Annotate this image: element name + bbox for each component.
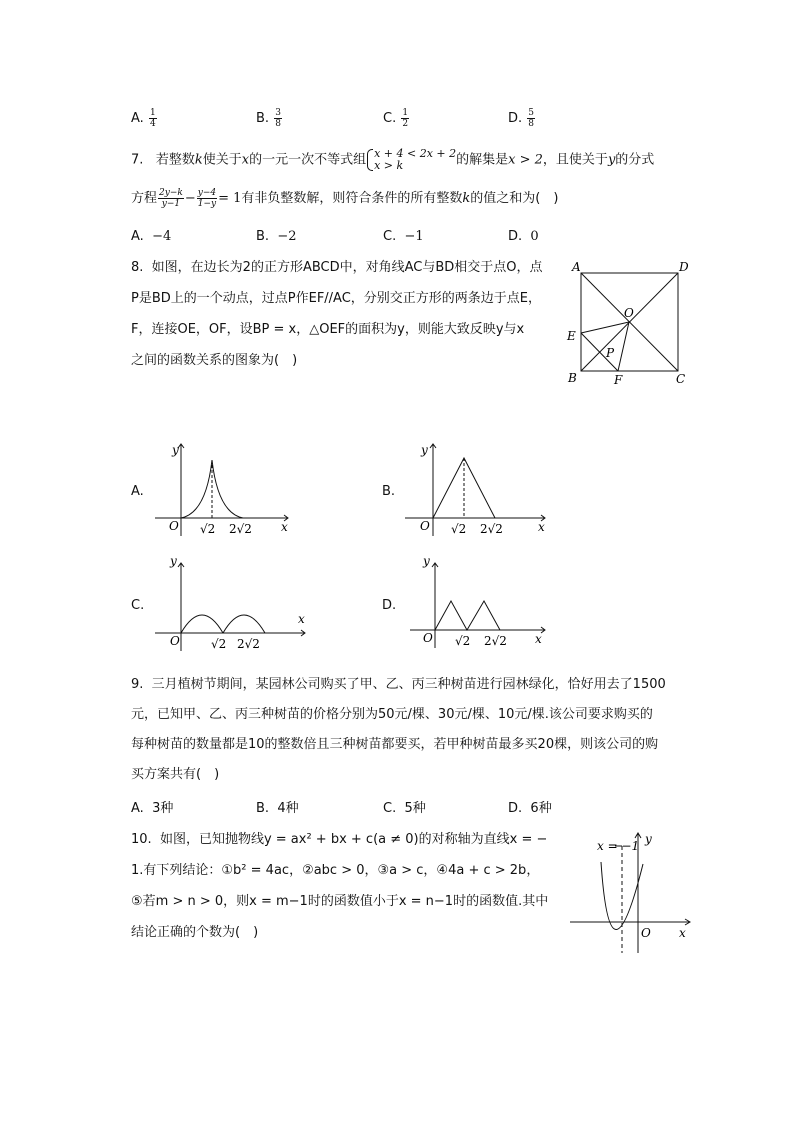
label-b: B xyxy=(568,371,577,385)
label-d: D xyxy=(679,260,689,274)
q8-option-a-label: A. xyxy=(131,484,144,499)
svg-text:x: x xyxy=(281,520,288,534)
segment-of xyxy=(618,322,629,371)
q8-option-b-label: B. xyxy=(382,484,396,499)
q6-option-b-fraction: $\frac{3}{8}$ xyxy=(275,108,281,129)
q10-stem-line4: 结论正确的个数为( ) xyxy=(131,925,259,940)
q6-option-d: D. $\frac{5}{8}$ xyxy=(508,108,535,129)
q9-stem-line4: 买方案共有( ) xyxy=(131,767,220,782)
q8-graph-d xyxy=(405,553,555,653)
q7-inequality-system: x + 4 < 2x + 2 x > k xyxy=(366,148,456,172)
svg-text:√2: √2 xyxy=(451,522,467,536)
segment-oe xyxy=(581,322,629,333)
svg-text:2√2: 2√2 xyxy=(484,634,507,648)
q6-option-d-fraction: $\frac{5}{8}$ xyxy=(528,108,535,129)
arch-1 xyxy=(181,615,223,633)
q8-option-c-label: C. xyxy=(131,598,145,613)
svg-text:√2: √2 xyxy=(455,634,471,648)
q9-option-a: A. 3种 xyxy=(131,801,174,816)
curve-a xyxy=(181,460,243,518)
arch-2 xyxy=(223,615,265,633)
svg-text:x: x xyxy=(679,926,686,940)
svg-text:O: O xyxy=(170,634,180,648)
q6-option-a: A. $\frac{1}{4}$ xyxy=(131,108,156,129)
q8-graph-c xyxy=(150,553,310,653)
label-c: C xyxy=(676,372,686,386)
svg-text:y: y xyxy=(645,832,652,846)
label-f: F xyxy=(614,373,623,387)
svg-text:y: y xyxy=(421,443,428,457)
q8-stem-line3: F，连接OE，OF，设BP = x，△OEF的面积为y，则能大致反映y与x xyxy=(131,322,525,337)
q10-stem-line2: 1.有下列结论：①b² = 4ac，②abc > 0，③a > c，④4a + c > 2b， xyxy=(131,863,540,878)
svg-text:y: y xyxy=(423,554,430,568)
q8-graph-a xyxy=(150,438,300,538)
svg-text:y: y xyxy=(170,554,177,568)
q7-option-b: B. −2 xyxy=(256,229,297,244)
q7-stem-line2: 方程 $\frac{2y-k}{y-1}$ − $\frac{y-4}{1-y}$ = 1有非负整数解，则符合条件的所有整数k的值之和为( ) xyxy=(131,188,559,209)
svg-text:O: O xyxy=(169,519,179,533)
svg-text:√2: √2 xyxy=(211,637,227,651)
q10-parabola-figure xyxy=(565,828,695,958)
svg-text:O: O xyxy=(420,519,430,533)
q9-stem-line1: 9. 三月植树节期间，某园林公司购买了甲、乙、丙三种树苗进行园林绿化，恰好用去了1500 xyxy=(131,677,666,692)
q7-option-a: A. −4 xyxy=(131,229,172,244)
q9-option-c: C. 5种 xyxy=(383,801,426,816)
svg-text:x: x xyxy=(298,612,305,626)
label-o: O xyxy=(624,306,634,320)
svg-text:O: O xyxy=(423,631,433,645)
svg-text:2√2: 2√2 xyxy=(229,522,252,536)
q8-stem-line1: 8. 如图，在边长为2的正方形ABCD中，对角线AC与BD相交于点O，点 xyxy=(131,260,543,275)
q6-option-b: B. $\frac{3}{8}$ xyxy=(256,108,281,129)
q7-option-c: C. −1 xyxy=(383,229,424,244)
label-e: E xyxy=(567,329,576,343)
q8-option-d-label: D. xyxy=(382,598,397,613)
axis-label: x = −1 xyxy=(597,839,640,853)
curve-d xyxy=(435,601,500,630)
q9-stem-line3: 每种树苗的数量都是10的整数倍且三种树苗都要买，若甲种树苗最多买20棵，则该公司的购 xyxy=(131,737,659,752)
q10-stem-line1: 10. 如图，已知抛物线y = ax² + bx + c(a ≠ 0)的对称轴为直线x = − xyxy=(131,832,548,847)
q8-graph-b xyxy=(400,438,550,538)
q6-option-c-fraction: $\frac{1}{2}$ xyxy=(402,108,409,129)
q9-option-d: D. 6种 xyxy=(508,801,552,816)
q8-square-figure xyxy=(560,255,700,390)
q10-stem-line3: ⑤若m > n > 0，则x = m−1时的函数值小于x = n−1时的函数值.其中 xyxy=(131,894,549,909)
svg-text:y: y xyxy=(172,443,179,457)
q6-option-a-fraction: $\frac{1}{4}$ xyxy=(149,108,156,129)
q9-option-b: B. 4种 xyxy=(256,801,299,816)
svg-text:2√2: 2√2 xyxy=(480,522,503,536)
svg-text:x: x xyxy=(535,632,542,646)
svg-text:O: O xyxy=(641,926,651,940)
q6-option-c: C. $\frac{1}{2}$ xyxy=(383,108,409,129)
q8-stem-line4: 之间的函数关系的图象为( ) xyxy=(131,353,298,368)
q8-stem-line2: P是BD上的一个动点，过点P作EF//AC，分别交正方形的两条边于点E， xyxy=(131,291,542,306)
svg-text:x: x xyxy=(538,520,545,534)
q7-option-d: D. 0 xyxy=(508,229,539,244)
q9-stem-line2: 元，已知甲、乙、丙三种树苗的价格分别为50元/棵、30元/棵、10元/棵.该公司要求购买的 xyxy=(131,707,653,722)
svg-text:√2: √2 xyxy=(200,522,216,536)
q7-fraction-1: $\frac{2y-k}{y-1}$ xyxy=(159,188,183,209)
label-a: A xyxy=(572,260,581,274)
q7-fraction-2: $\frac{y-4}{1-y}$ xyxy=(197,188,217,209)
q7-stem-line1: 7. 若整数k使关于x的一元一次不等式组 x + 4 < 2x + 2 x > k 的解集是x > 2，且使关于y的分式 xyxy=(131,147,655,172)
label-p: P xyxy=(606,346,615,360)
svg-text:2√2: 2√2 xyxy=(237,637,260,651)
